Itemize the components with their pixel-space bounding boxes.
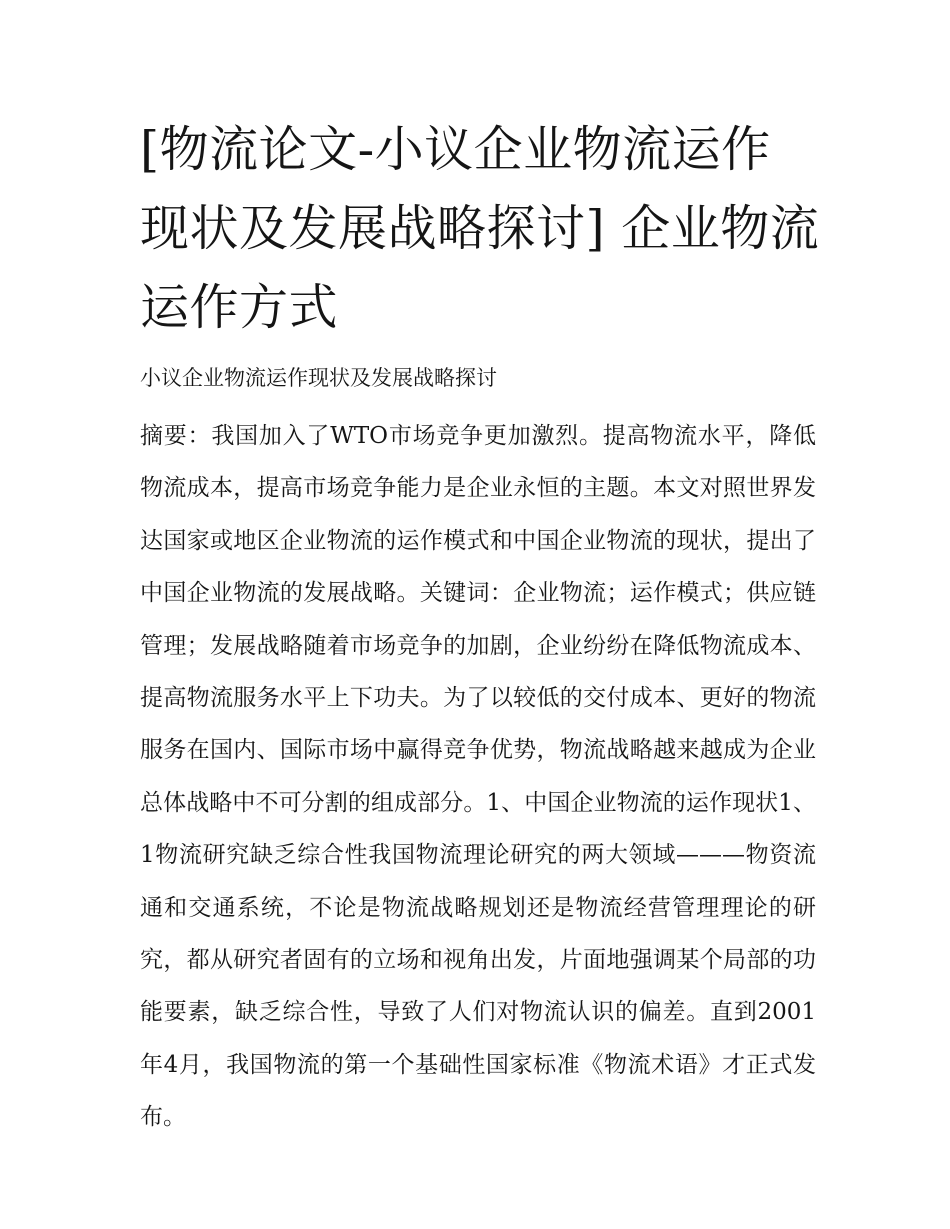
document-title: [物流论文-小议企业物流运作现状及发展战略探讨] 企业物流运作方式 xyxy=(140,121,820,336)
document-subtitle: 小议企业物流运作现状及发展战略探讨 xyxy=(140,366,497,390)
document-body-paragraph: 摘要：我国加入了WTO市场竞争更加激烈。提高物流水平，降低物流成本，提高市场竞争能力是企业永恒的主题。本文对照世界发达国家或地区企业物流的运作模式和中国企业物流的现状，提出了中国企业物流的发展战略。关键词：企业物流；运作模式；供应链管理；发展战略随着市场竞争的加剧，企业纷纷在降低物流成本、提高物流服务水平上下功夫。为了以较低的交付成本、更好的物流服务在国内、国际市场中赢得竞争优势，物流战略越来越成为企业总体战略中不可分割的组成部分。1、中国企业物流的运作现状1、1物流研究缺乏综合性我国物流理论研究的两大领域———物资流通和交通系统，不论是物流战略规划还是物流经营管理理论的研究，都从研究者固有的立场和视角出发，片面地强调某个局部的功能要素，缺乏综合性，导致了人们对物流认识的偏差。直到2001年4月，我国物流的第一个基础性国家标准《物流术语》才正式发布。 xyxy=(140,423,816,1131)
